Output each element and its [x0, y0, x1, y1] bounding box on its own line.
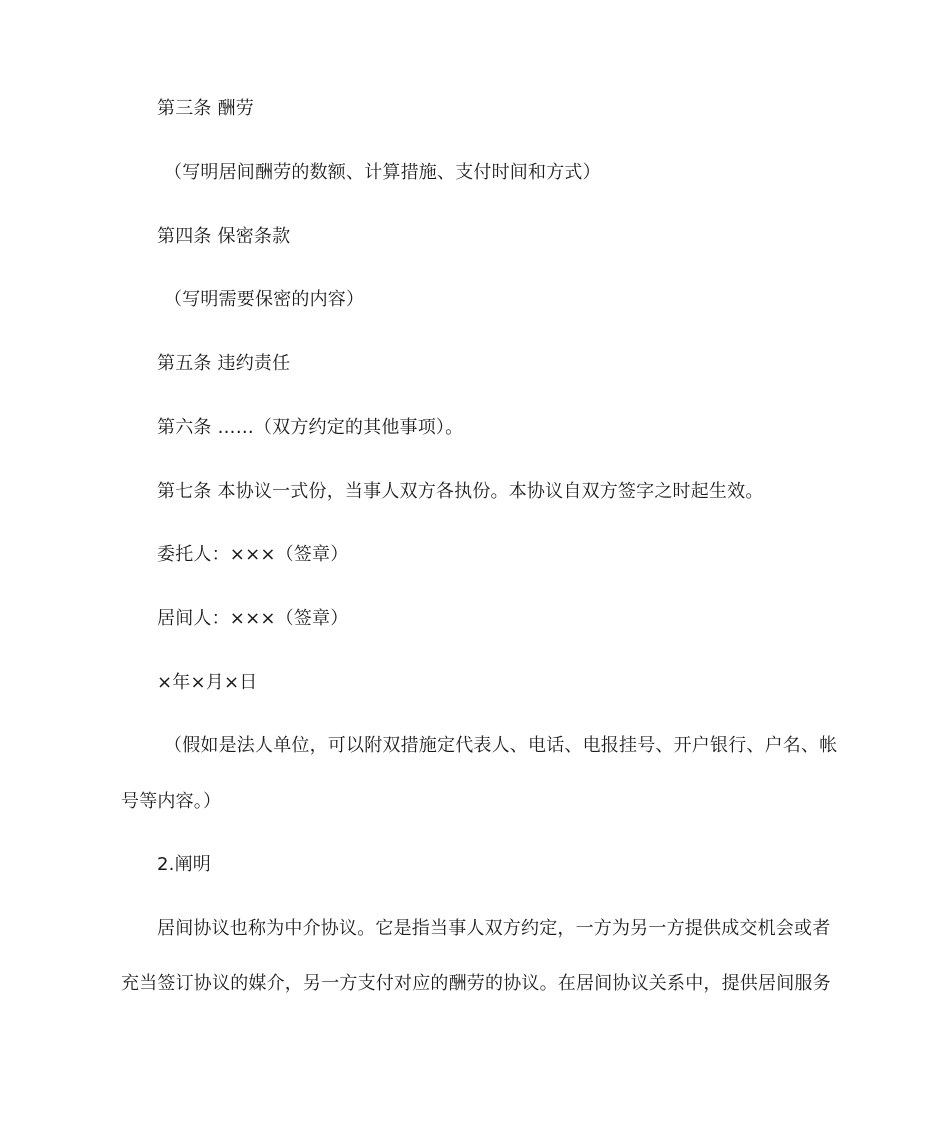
article-6-text: 第六条 ……（双方约定的其他事项）。: [157, 417, 464, 438]
intermediary-signature-line: 居间人：×××（签章）: [157, 608, 349, 629]
explanation-paragraph-line-1: 居间协议也称为中介协议。它是指当事人双方约定，一方为另一方提供成交机会或者: [157, 918, 831, 939]
article-4-heading: 第四条 保密条款: [157, 226, 291, 247]
legal-entity-note-line-2: 号等内容。）: [121, 791, 222, 812]
client-signature-line: 委托人：×××（签章）: [157, 544, 349, 565]
article-3-heading: 第三条 酬劳: [157, 98, 254, 119]
date-line: ×年×月×日: [157, 672, 258, 693]
explanation-paragraph-line-2: 充当签订协议的媒介，另一方支付对应的酬劳的协议。在居间协议关系中，提供居间服务: [121, 973, 831, 994]
article-7-text: 第七条 本协议一式份，当事人双方各执份。本协议自双方签字之时起生效。: [157, 481, 764, 502]
legal-entity-note-line-1: （假如是法人单位，可以附双措施定代表人、电话、电报挂号、开户银行、户名、帐: [164, 735, 838, 756]
section-2-heading: 2.阐明: [157, 854, 211, 875]
article-4-note: （写明需要保密的内容）: [164, 289, 365, 310]
article-5-heading: 第五条 违约责任: [157, 353, 291, 374]
article-3-note: （写明居间酬劳的数额、计算措施、支付时间和方式）: [164, 162, 601, 183]
